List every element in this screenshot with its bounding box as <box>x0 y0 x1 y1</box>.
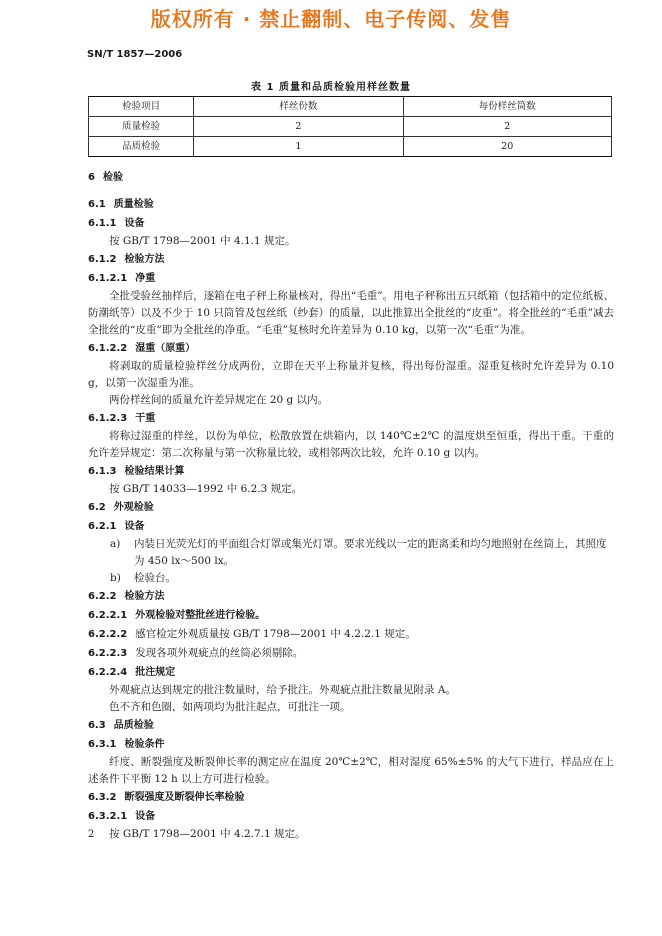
table-title: 表 1 质量和品质检验用样丝数量 <box>251 82 411 93</box>
list-item <box>88 536 614 570</box>
paragraph: 将剥取的质量检验样丝分成两份，立即在天平上称量并复核，得出每份湿重。湿重复核时允许差异为 0.10 g，以第一次湿重为准。 <box>88 360 614 389</box>
section-title: 检验结果计算 <box>124 466 185 477</box>
section-number: 6.2.2.3 <box>88 648 128 659</box>
section-title: 外观检验 <box>113 502 154 513</box>
paragraph: 色不齐和色圈，如两项均为批注起点，可批注一项。 <box>109 701 351 713</box>
table-cell: 20 <box>403 137 611 157</box>
sample-quantity-table <box>88 96 612 157</box>
numbered-clause <box>88 625 614 644</box>
page-number: 2 <box>88 829 95 840</box>
section-number: 6.2.2.2 <box>88 629 128 640</box>
paragraph: 按 GB/T 1798—2001 中 4.2.7.1 规定。 <box>109 828 306 840</box>
section-heading <box>88 214 614 233</box>
numbered-clause <box>88 644 614 663</box>
table-cell: 2 <box>194 117 403 137</box>
list-marker: b) <box>110 572 121 584</box>
section-number: 6.1.2 <box>88 254 117 265</box>
section-number: 6.2.2.4 <box>88 667 128 678</box>
table-cell: 质量检验 <box>89 117 194 137</box>
section-heading <box>88 462 614 481</box>
list-item <box>88 570 614 587</box>
section-heading <box>88 735 614 754</box>
section-heading <box>88 663 614 682</box>
section-title: 设备 <box>124 521 145 532</box>
section-heading <box>88 339 614 358</box>
paragraph: 按 GB/T 14033—1992 中 6.2.3 规定。 <box>109 483 303 495</box>
paragraph: 按 GB/T 1798—2001 中 4.1.1 规定。 <box>109 235 296 247</box>
section-heading <box>88 606 614 625</box>
standard-number: SN/T 1857—2006 <box>87 49 183 60</box>
section-number: 6 <box>88 172 95 183</box>
table-header-row <box>89 97 612 117</box>
table-header-cell: 样丝份数 <box>194 97 403 117</box>
section-title: 批注规定 <box>135 667 176 678</box>
paragraph: 纤度、断裂强度及断裂伸长率的测定应在温度 20℃±2℃，相对湿度 65%±5% 的大气下进行，样品应在上述条件下平衡 12 h 以上方可进行检验。 <box>88 756 614 785</box>
section-title: 检验方法 <box>124 254 165 265</box>
section-number: 6.3 <box>88 720 106 731</box>
section-heading <box>88 269 614 288</box>
section-number: 6.3.2 <box>88 792 117 803</box>
section-heading <box>88 807 614 826</box>
section-title: 检验条件 <box>124 739 165 750</box>
table-header-cell: 每份样丝筒数 <box>403 97 611 117</box>
section-number: 6.1.3 <box>88 466 117 477</box>
clause-text: 感官检定外观质量按 GB/T 1798—2001 中 4.2.2.1 规定。 <box>135 628 416 640</box>
table-row <box>89 117 612 137</box>
table-cell: 2 <box>403 117 611 137</box>
section-title: 外观检验对整批丝进行检验。 <box>135 610 266 621</box>
section-heading <box>88 498 614 517</box>
section-heading <box>88 168 614 187</box>
section-heading <box>88 716 614 735</box>
section-number: 6.1.1 <box>88 218 117 229</box>
section-number: 6.1.2.2 <box>88 343 128 354</box>
list-item-text: 检验台。 <box>134 572 176 584</box>
section-title: 检验方法 <box>124 591 165 602</box>
table-cell: 1 <box>194 137 403 157</box>
table-cell: 品质检验 <box>89 137 194 157</box>
section-number: 6.2.1 <box>88 521 117 532</box>
paragraph: 将称过湿重的样丝，以份为单位，松散放置在烘箱内，以 140℃±2℃ 的温度烘至恒重，得出干重。干重的允许差异规定：第二次称量与第一次称量比较，或相邻两次比较，允许 0.10 g 以内。 <box>88 430 614 459</box>
section-number: 6.3.1 <box>88 739 117 750</box>
copyright-watermark: 版权所有 · 禁止翻制、电子传阅、发售 <box>150 7 512 31</box>
table-header-cell: 检验项目 <box>89 97 194 117</box>
section-title: 品质检验 <box>113 720 154 731</box>
section-title: 设备 <box>135 811 156 822</box>
section-heading <box>88 587 614 606</box>
section-title: 质量检验 <box>113 199 154 210</box>
section-number: 6.1 <box>88 199 106 210</box>
section-number: 6.1.2.1 <box>88 273 128 284</box>
section-number: 6.2.2.1 <box>88 610 128 621</box>
clause-text: 发现各项外观疵点的丝筒必须剔除。 <box>135 647 304 659</box>
section-heading <box>88 409 614 428</box>
paragraph: 两份样丝间的质量允许差异规定在 20 g 以内。 <box>109 394 329 406</box>
section-heading <box>88 788 614 807</box>
section-title: 断裂强度及断裂伸长率检验 <box>124 792 245 803</box>
section-title: 设备 <box>124 218 145 229</box>
paragraph: 外观疵点达到规定的批注数量时，给予批注。外观疵点批注数量见附录 A。 <box>109 684 456 696</box>
section-heading <box>88 195 614 214</box>
document-body <box>88 168 614 843</box>
section-heading <box>88 250 614 269</box>
paragraph: 全批受验丝抽样后，逐箱在电子秤上称量核对，得出“毛重”。用电子秤称出五只纸箱（包括箱中的定位纸板、防潮纸等）以及不少于 10 只筒管及包丝纸（纱套）的质量，以此推算出全批丝的“皮重”。将全批丝的“毛重”减去全批丝的“皮重”即为全批丝的净重。“毛重”复核时允许差异为 0.10 kg，以第一次“毛重”为准。 <box>88 290 614 336</box>
section-number: 6.3.2.1 <box>88 811 128 822</box>
section-heading <box>88 517 614 536</box>
section-number: 6.1.2.3 <box>88 413 128 424</box>
section-number: 6.2.2 <box>88 591 117 602</box>
section-title: 干重 <box>135 413 156 424</box>
section-number: 6.2 <box>88 502 106 513</box>
list-item-text: 内装日光荧光灯的平面组合灯罩或集光灯罩。要求光线以一定的距离柔和均匀地照射在丝筒上，其照度为 450 lx～500 lx。 <box>134 538 607 567</box>
section-title: 净重 <box>135 273 156 284</box>
section-title: 检验 <box>102 172 123 183</box>
list-marker: a) <box>110 538 121 550</box>
section-title: 湿重（原重） <box>135 343 196 354</box>
table-row <box>89 137 612 157</box>
